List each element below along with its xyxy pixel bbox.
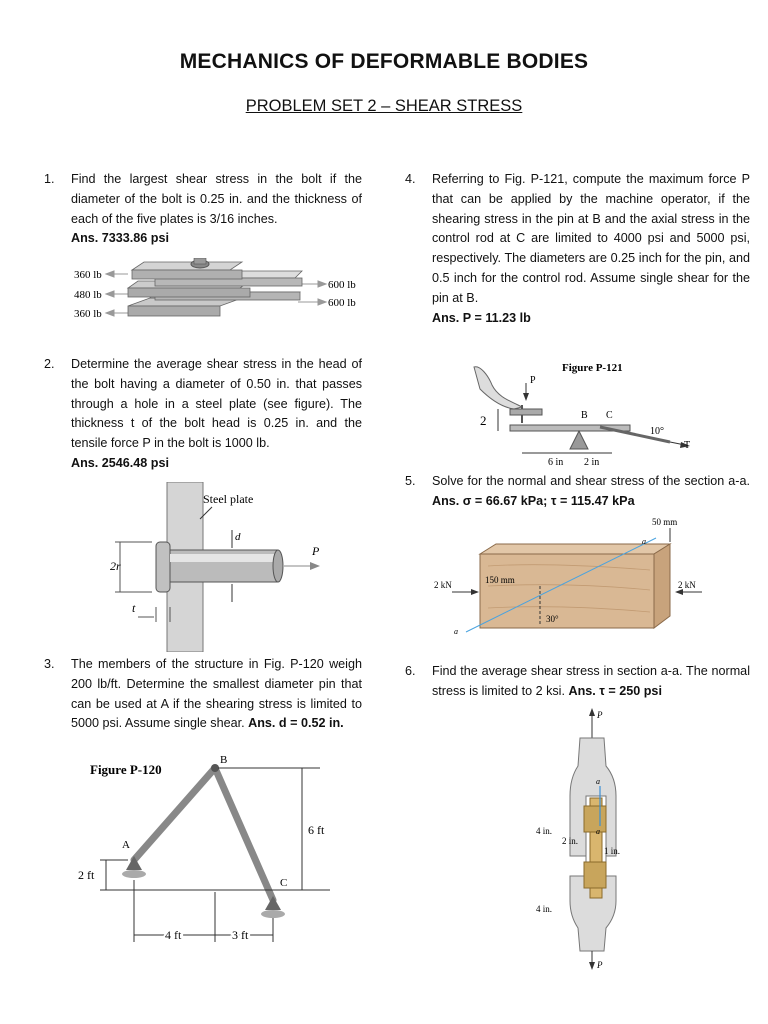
force-left: 2 kN — [434, 580, 452, 590]
angle-10: 10° — [650, 426, 664, 437]
figure-p121 — [470, 345, 700, 470]
plate-label: Steel plate — [203, 492, 254, 506]
force-top: P — [597, 710, 603, 720]
force-right: 2 kN — [678, 580, 696, 590]
document-title: MECHANICS OF DEFORMABLE BODIES — [179, 50, 589, 73]
figure-caption: Figure P-121 — [562, 362, 623, 374]
dim-4in-bottom: 4 in. — [536, 904, 553, 914]
section-a: a — [596, 827, 600, 836]
dim-2in: 2 in. — [562, 836, 579, 846]
dim-2in: 2 in — [584, 457, 600, 468]
load-label-right: 600 lb — [328, 279, 356, 291]
section-a: a — [596, 777, 600, 786]
problem-number: 6. — [405, 664, 416, 678]
figure-p120 — [70, 752, 370, 952]
figure-tension-joint — [520, 706, 670, 971]
height-2ft: 2 ft — [78, 868, 95, 882]
problem-1 — [44, 170, 362, 250]
problem-3 — [44, 655, 362, 737]
width-3ft: 3 ft — [232, 928, 249, 942]
point-c: C — [280, 877, 288, 889]
depth-label: 150 mm — [485, 575, 515, 585]
diameter-label: d — [235, 531, 241, 543]
force-bottom: P — [597, 960, 603, 970]
problem-text: The members of the structure in Fig. P-120 weigh 200 lb/ft. Determine the smallest diameter pin that can be used at A if the shearing stress is limited to 5000 psi. Assume single shear. — [71, 657, 362, 731]
problem-number: 3. — [44, 657, 55, 671]
dim-4in-top: 4 in. — [536, 826, 553, 836]
problem-number: 4. — [405, 172, 416, 186]
angle-label: 30° — [546, 614, 559, 624]
point-b: B — [220, 754, 228, 766]
problem-number: 5. — [405, 474, 416, 488]
problem-2 — [44, 355, 362, 475]
force-t: T — [684, 440, 691, 451]
problem-4 — [405, 170, 751, 330]
problem-answer: Ans. 7333.86 psi — [71, 231, 170, 246]
height-6ft: 6 ft — [308, 823, 325, 837]
point-b: B — [581, 410, 588, 421]
width-label: 50 mm — [652, 517, 678, 527]
problem-answer: Ans. σ = 66.67 kPa; τ = 115.47 kPa — [432, 493, 635, 508]
problem-text: Solve for the normal and shear stress of the section a-a. — [432, 474, 750, 488]
load-label-left: 360 lb — [74, 308, 102, 320]
figure-bolt-head — [100, 482, 340, 652]
load-label-left: 360 lb — [74, 269, 102, 281]
problem-answer: Ans. 2546.48 psi — [71, 455, 170, 470]
figure-wood-block — [430, 516, 720, 636]
force-label: P — [312, 544, 320, 558]
section-a: a — [454, 627, 458, 636]
problem-number: 2. — [44, 357, 55, 371]
load-label-right: 600 lb — [328, 297, 356, 309]
problem-5 — [405, 472, 751, 512]
problem-answer: Ans. τ = 250 psi — [568, 683, 662, 698]
thickness-label: t — [132, 601, 136, 615]
head-diameter-label: 2r — [110, 559, 121, 573]
problem-answer: Ans. d = 0.52 in. — [248, 716, 344, 731]
problem-answer: Ans. P = 11.23 lb — [432, 310, 531, 325]
document-subtitle: PROBLEM SET 2 – SHEAR STRESS — [245, 97, 523, 115]
figure-caption: Figure P-120 — [90, 762, 162, 777]
load-label-left: 480 lb — [74, 289, 102, 301]
height-2: 2 — [480, 413, 487, 428]
problem-text: Find the largest shear stress in the bolt if the diameter of the bolt is 0.25 in. and the thickness of each of the five plates is 3/16 inches. — [71, 172, 362, 226]
figure-bolt-plates — [70, 258, 370, 333]
dim-1in: 1 in. — [604, 846, 621, 856]
problem-text: Determine the average shear stress in the head of the bolt having a diameter of 0.50 in. that passes through a hole in a steel plate (see figure). The thickness t of the bolt head is 0.25 in. and the tensile force P in the bolt is 1000 lb. — [71, 357, 362, 451]
point-c: C — [606, 410, 613, 421]
problem-number: 1. — [44, 172, 55, 186]
width-4ft: 4 ft — [165, 928, 182, 942]
problem-text: Find the average shear stress in section a-a. The normal stress is limited to 2 ksi. — [432, 664, 750, 698]
section-a: a — [642, 537, 646, 546]
problem-6 — [405, 662, 751, 702]
problem-text: Referring to Fig. P-121, compute the maximum force P that can be applied by the machine operator, if the shearing stress in the pin at B and the axial stress in the control rod at C are limited to 4000 psi and 5000 psi, respectively. The diameters are 0.25 inch for the pin, and 0.5 inch for the control rod. Assume single shear for the pin at B. — [432, 172, 750, 305]
point-a: A — [122, 839, 130, 851]
force-p: P — [530, 375, 536, 386]
dim-6in: 6 in — [548, 457, 564, 468]
